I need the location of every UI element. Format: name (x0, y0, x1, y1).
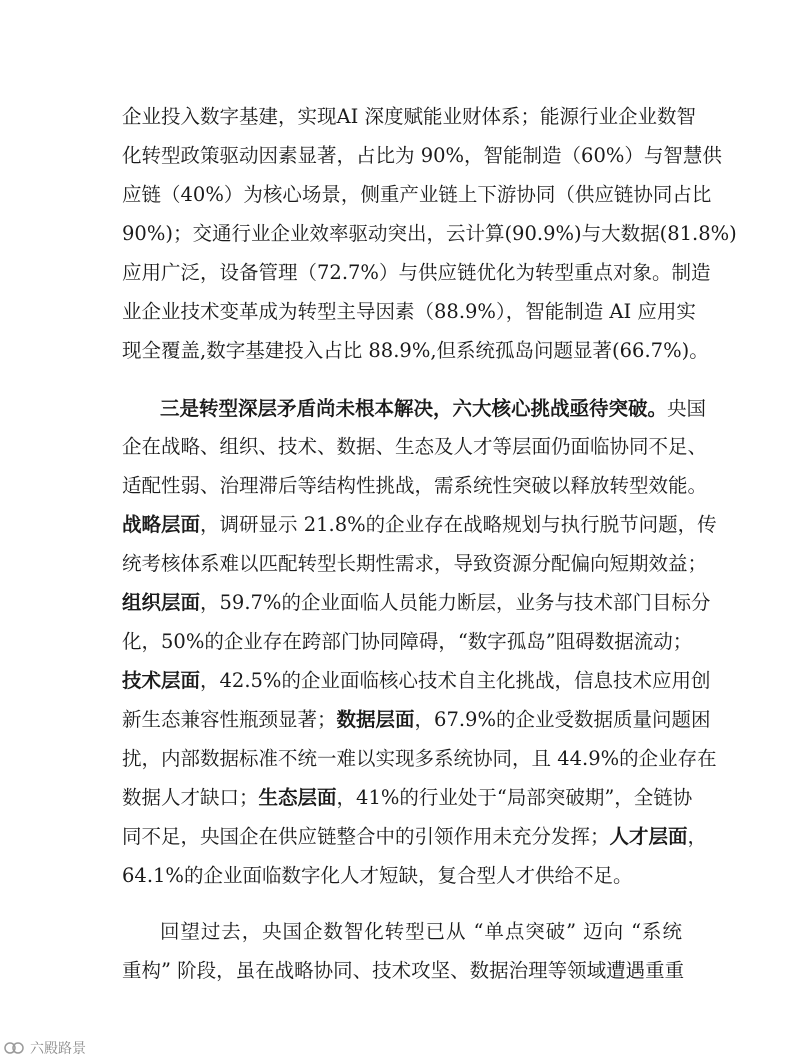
text-line (122, 336, 709, 366)
bold-text-segment: 人才层面 (609, 825, 688, 848)
text-segment: 回望过去，央国企数智化转型已从 “单点突破” 迈向 “系统 (160, 920, 682, 943)
text-segment: 数据人才缺口； (122, 786, 259, 809)
text-line (122, 432, 708, 462)
text-line (122, 588, 711, 618)
text-line (122, 471, 708, 501)
text-segment: 现全覆盖,数字基建投入占比 88.9%,但系统孤岛问题显著(66.7%)。 (122, 339, 709, 362)
text-segment: ， (687, 825, 708, 848)
text-segment: 适配性弱、治理滞后等结构性挑战，需系统性突破以释放转型效能。 (122, 474, 708, 497)
text-segment: 企业投入数字基建，实现AI 深度赋能业财体系；能源行业企业数智 (122, 105, 696, 128)
text-line (160, 917, 682, 947)
text-segment: 企在战略、组织、技术、数据、生态及人才等层面仍面临协同不足、 (122, 435, 708, 458)
text-line (122, 822, 708, 852)
text-line (122, 258, 711, 288)
text-line (122, 666, 711, 696)
text-segment: 90%)；交通行业企业效率驱动突出，云计算(90.9%)与大数据(81.8%) (122, 222, 737, 245)
text-segment: 同不足，央国企在供应链整合中的引领作用未充分发挥； (122, 825, 610, 848)
bold-text-segment: 战略层面 (122, 513, 201, 536)
text-segment: ，41%的行业处于“局部突破期”，全链协 (336, 786, 693, 809)
text-segment: 新生态兼容性瓶颈显著； (122, 708, 337, 731)
bold-text-segment: 数据层面 (336, 708, 415, 731)
text-line (122, 549, 708, 579)
text-segment: ，59.7%的企业面临人员能力断层，业务与技术部门目标分 (200, 591, 711, 614)
text-line (122, 744, 717, 774)
text-segment: 重构” 阶段，虽在战略协同、技术攻坚、数据治理等领域遭遇重重 (122, 959, 685, 982)
text-line (122, 627, 693, 657)
text-line (122, 180, 712, 210)
text-segment: 业企业技术变革成为转型主导因素（88.9%），智能制造 AI 应用实 (122, 300, 696, 323)
text-segment: 统考核体系难以匹配转型长期性需求，导致资源分配偏向短期效益； (122, 552, 708, 575)
text-line (122, 783, 693, 813)
bold-text-segment: 三是转型深层矛盾尚未根本解决，六大核心挑战亟待突破。 (160, 397, 668, 420)
text-line (122, 219, 737, 249)
text-segment: ，调研显示 21.8%的企业存在战略规划与执行脱节问题，传 (200, 513, 717, 536)
text-line (122, 102, 696, 132)
text-segment: 扰，内部数据标准不统一难以实现多系统协同，且 44.9%的企业存在 (122, 747, 717, 770)
text-segment: 64.1%的企业面临数字化人才短缺，复合型人才供给不足。 (122, 864, 633, 887)
text-line (122, 861, 682, 891)
watermark-text: 六殿路景 (30, 1041, 86, 1057)
text-line (122, 297, 696, 327)
watermark (4, 1036, 86, 1060)
bold-text-segment: 生态层面 (258, 786, 337, 809)
text-segment: 应用广泛，设备管理（72.7%）与供应链优化为转型重点对象。制造 (122, 261, 711, 284)
text-segment: 央国 (667, 397, 707, 420)
text-line (160, 394, 707, 424)
watermark-logo-icon (4, 1039, 26, 1057)
bold-text-segment: 组织层面 (122, 591, 201, 614)
bold-text-segment: 技术层面 (122, 669, 201, 692)
text-segment: ，67.9%的企业受数据质量问题困 (414, 708, 711, 731)
text-line (122, 510, 717, 540)
text-segment: 应链（40%）为核心场景，侧重产业链上下游协同（供应链协同占比 (122, 183, 712, 206)
text-segment: 化转型政策驱动因素显著，占比为 90%，智能制造（60%）与智慧供 (122, 144, 722, 167)
text-line (122, 956, 685, 986)
text-segment: 化，50%的企业存在跨部门协同障碍，“数字孤岛”阻碍数据流动； (122, 630, 693, 653)
text-segment: ，42.5%的企业面临核心技术自主化挑战，信息技术应用创 (200, 669, 711, 692)
text-line (122, 705, 711, 735)
text-line (122, 141, 722, 171)
